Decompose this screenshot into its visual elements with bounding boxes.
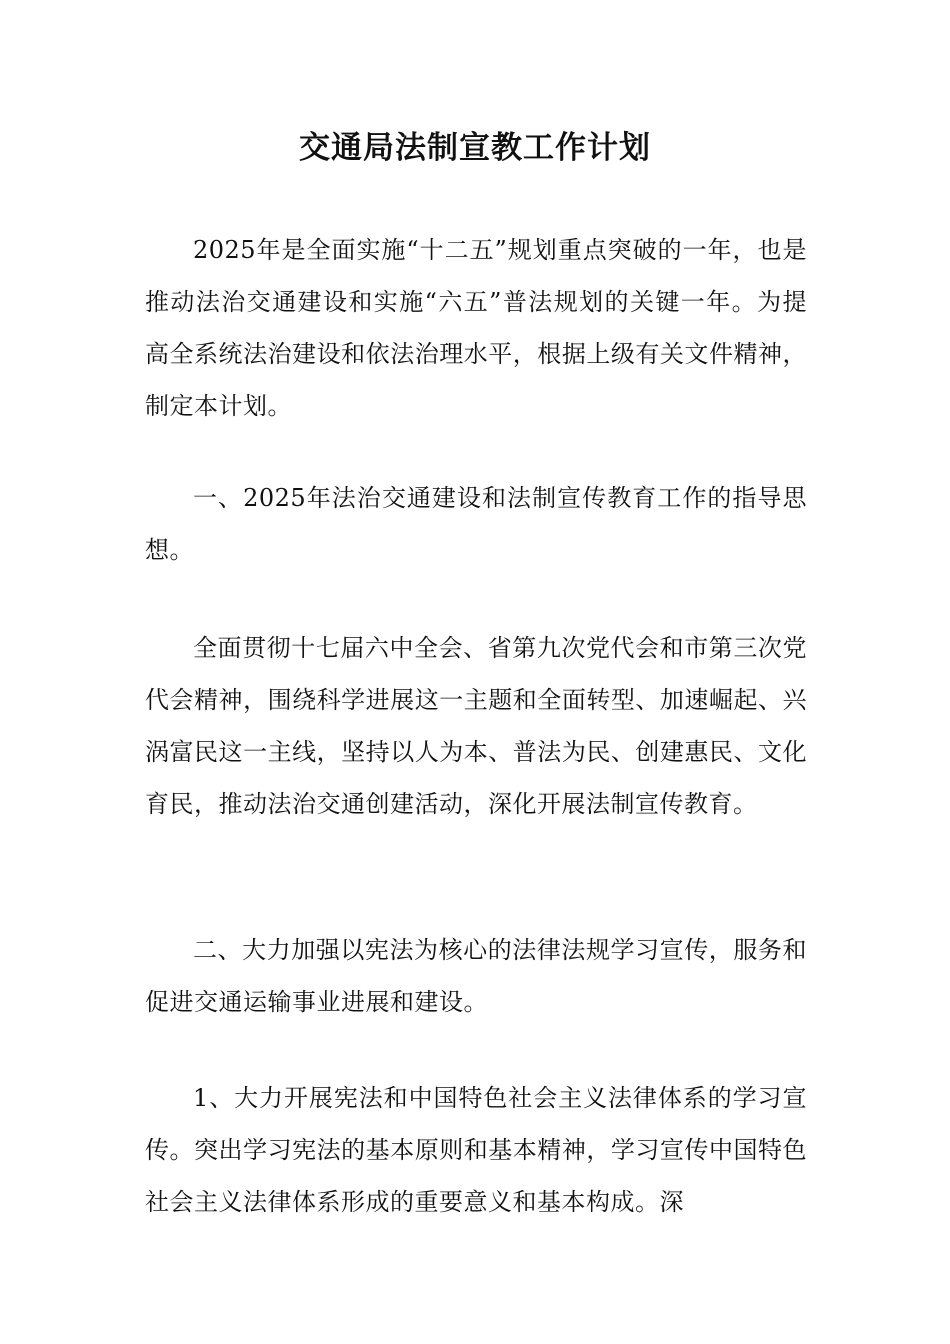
document-title: 交通局法制宣教工作计划 [299, 130, 651, 166]
intro-paragraph: 2025年是全面实施“十二五”规划重点突破的一年，也是推动法治交通建设和实施“六五”普法规划的关键一年。为提高全系统法治建设和依法治理水平，根据上级有关文件精神，制定本计划。 [145, 236, 807, 420]
section-two-heading: 二、大力加强以宪法为核心的法律法规学习宣传，服务和促进交通运输事业进展和建设。 [145, 936, 807, 1016]
item-one-paragraph: 1、大力开展宪法和中国特色社会主义法律体系的学习宣传。突出学习宪法的基本原则和基本精神，学习宣传中国特色社会主义法律体系形成的重要意义和基本构成。深 [145, 1084, 807, 1216]
guiding-ideology-paragraph: 全面贯彻十七届六中全会、省第九次党代会和市第三次党代会精神，围绕科学进展这一主题和全面转型、加速崛起、兴涡富民这一主线，坚持以人为本、普法为民、创建惠民、文化育民，推动法治交通创建活动，深化开展法制宣传教育。 [145, 634, 807, 818]
section-one-heading: 一、2025年法治交通建设和法制宣传教育工作的指导思想。 [145, 484, 807, 564]
